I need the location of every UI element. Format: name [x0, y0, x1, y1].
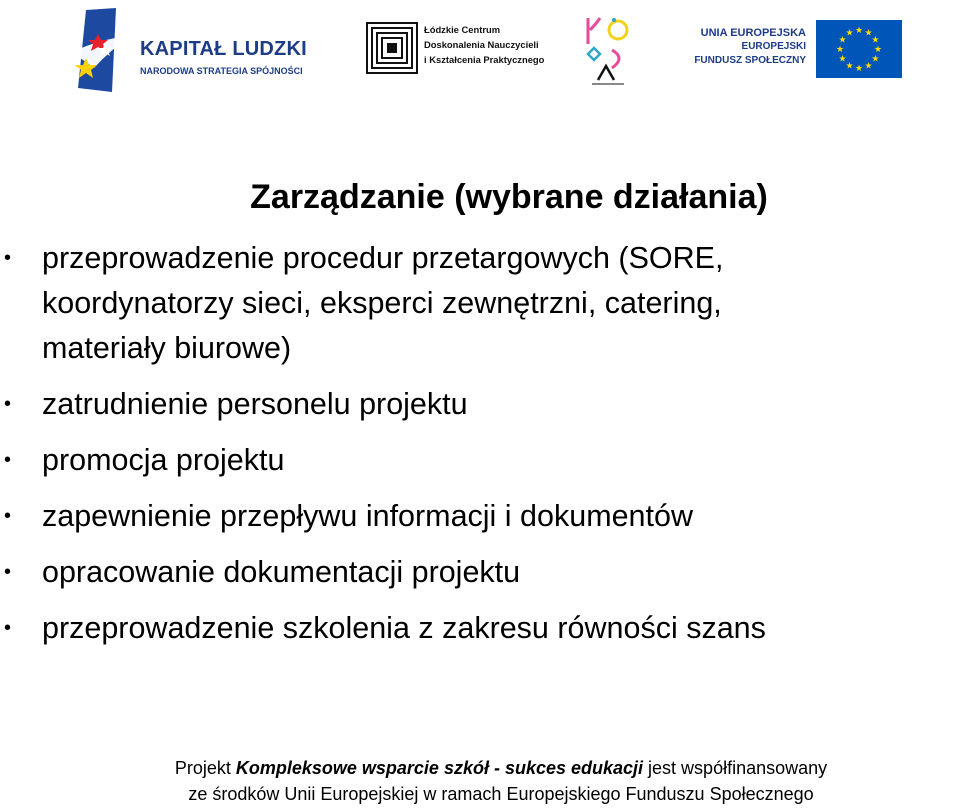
header-logos: [0, 0, 960, 110]
bullet-item: [0, 550, 960, 595]
bullet-item: [0, 606, 960, 651]
bullet-dot-icon: •: [4, 393, 12, 415]
kodn-logo-icon: [582, 14, 634, 88]
footer-prefix: Projekt: [174, 758, 236, 778]
bullet-list: [0, 236, 960, 662]
bullet-item: [0, 382, 960, 427]
footer-line-1: [0, 755, 960, 781]
eu-star-icon: ★: [838, 34, 847, 45]
bullet-text-line: zatrudnienie personelu projektu: [42, 387, 468, 421]
kapital-ludzki-title: KAPITAŁ LUDZKI: [140, 38, 307, 60]
kapital-ludzki-logo: [72, 8, 332, 92]
bullet-text-line: materiały biurowe): [42, 331, 292, 365]
bullet-dot-icon: •: [4, 505, 12, 527]
eu-star-icon: ★: [864, 60, 873, 71]
bullet-text-line: koordynatorzy sieci, eksperci zewnętrzni, catering,: [42, 286, 722, 320]
footer-line-2: ze środków Unii Europejskiej w ramach Europejskiego Funduszu Społecznego: [188, 784, 814, 804]
kapital-ludzki-emblem-icon: [72, 8, 134, 92]
lodzkie-centrum-line-3: i Kształcenia Praktycznego: [424, 54, 545, 65]
bullet-dot-icon: •: [4, 617, 12, 639]
bullet-dot-icon: •: [4, 561, 12, 583]
eu-star-icon: ★: [838, 53, 847, 64]
eu-star-icon: ★: [854, 25, 864, 35]
kapital-ludzki-subtitle: NARODOWA STRATEGIA SPÓJNOŚCI: [140, 66, 303, 76]
lodzkie-centrum-line-2: Doskonalenia Nauczycieli: [424, 39, 539, 50]
eu-star-icon: ★: [873, 44, 883, 54]
bullet-text-line: zapewnienie przepływu informacji i dokumentów: [42, 499, 693, 533]
eu-star-icon: ★: [835, 44, 845, 54]
unia-europejska-logo: [688, 20, 903, 80]
ue-line-3: FUNDUSZ SPOŁECZNY: [694, 55, 806, 66]
eu-star-icon: ★: [864, 27, 873, 38]
eu-star-icon: ★: [845, 60, 854, 71]
unia-europejska-text: [688, 26, 806, 68]
lodzkie-centrum-square-icon: [366, 22, 418, 74]
bullet-text-line: opracowanie dokumentacji projektu: [42, 555, 521, 589]
eu-star-icon: ★: [871, 53, 880, 64]
footer: [0, 755, 960, 807]
footer-suffix: jest współfinansowany: [643, 758, 828, 778]
eu-star-icon: ★: [871, 34, 880, 45]
bullet-item: [0, 236, 960, 371]
lodzkie-centrum-line-1: Łódzkie Centrum: [424, 24, 501, 35]
bullet-text-line: przeprowadzenie procedur przetargowych (SORE,: [42, 241, 724, 275]
bullet-item: [0, 494, 960, 539]
ue-line-1: UNIA EUROPEJSKA: [700, 27, 806, 39]
bullet-text-line: przeprowadzenie szkolenia z zakresu równości szans: [42, 611, 766, 645]
bullet-dot-icon: •: [4, 247, 12, 269]
lodzkie-centrum-text: [424, 22, 544, 67]
bullet-dot-icon: •: [4, 449, 12, 471]
bullet-text-line: promocja projektu: [42, 443, 285, 477]
eu-star-icon: ★: [845, 27, 854, 38]
slide-title: Zarządzanie (wybrane działania): [250, 178, 768, 216]
footer-project-name: Kompleksowe wsparcie szkół - sukces edukacji: [235, 758, 644, 778]
bullet-item: [0, 438, 960, 483]
ue-line-2: EUROPEJSKI: [741, 41, 806, 52]
eu-star-icon: ★: [854, 63, 864, 73]
lodzkie-centrum-logo: [366, 20, 545, 80]
kodn-logo: [582, 14, 634, 88]
eu-flag-icon: [816, 20, 902, 78]
